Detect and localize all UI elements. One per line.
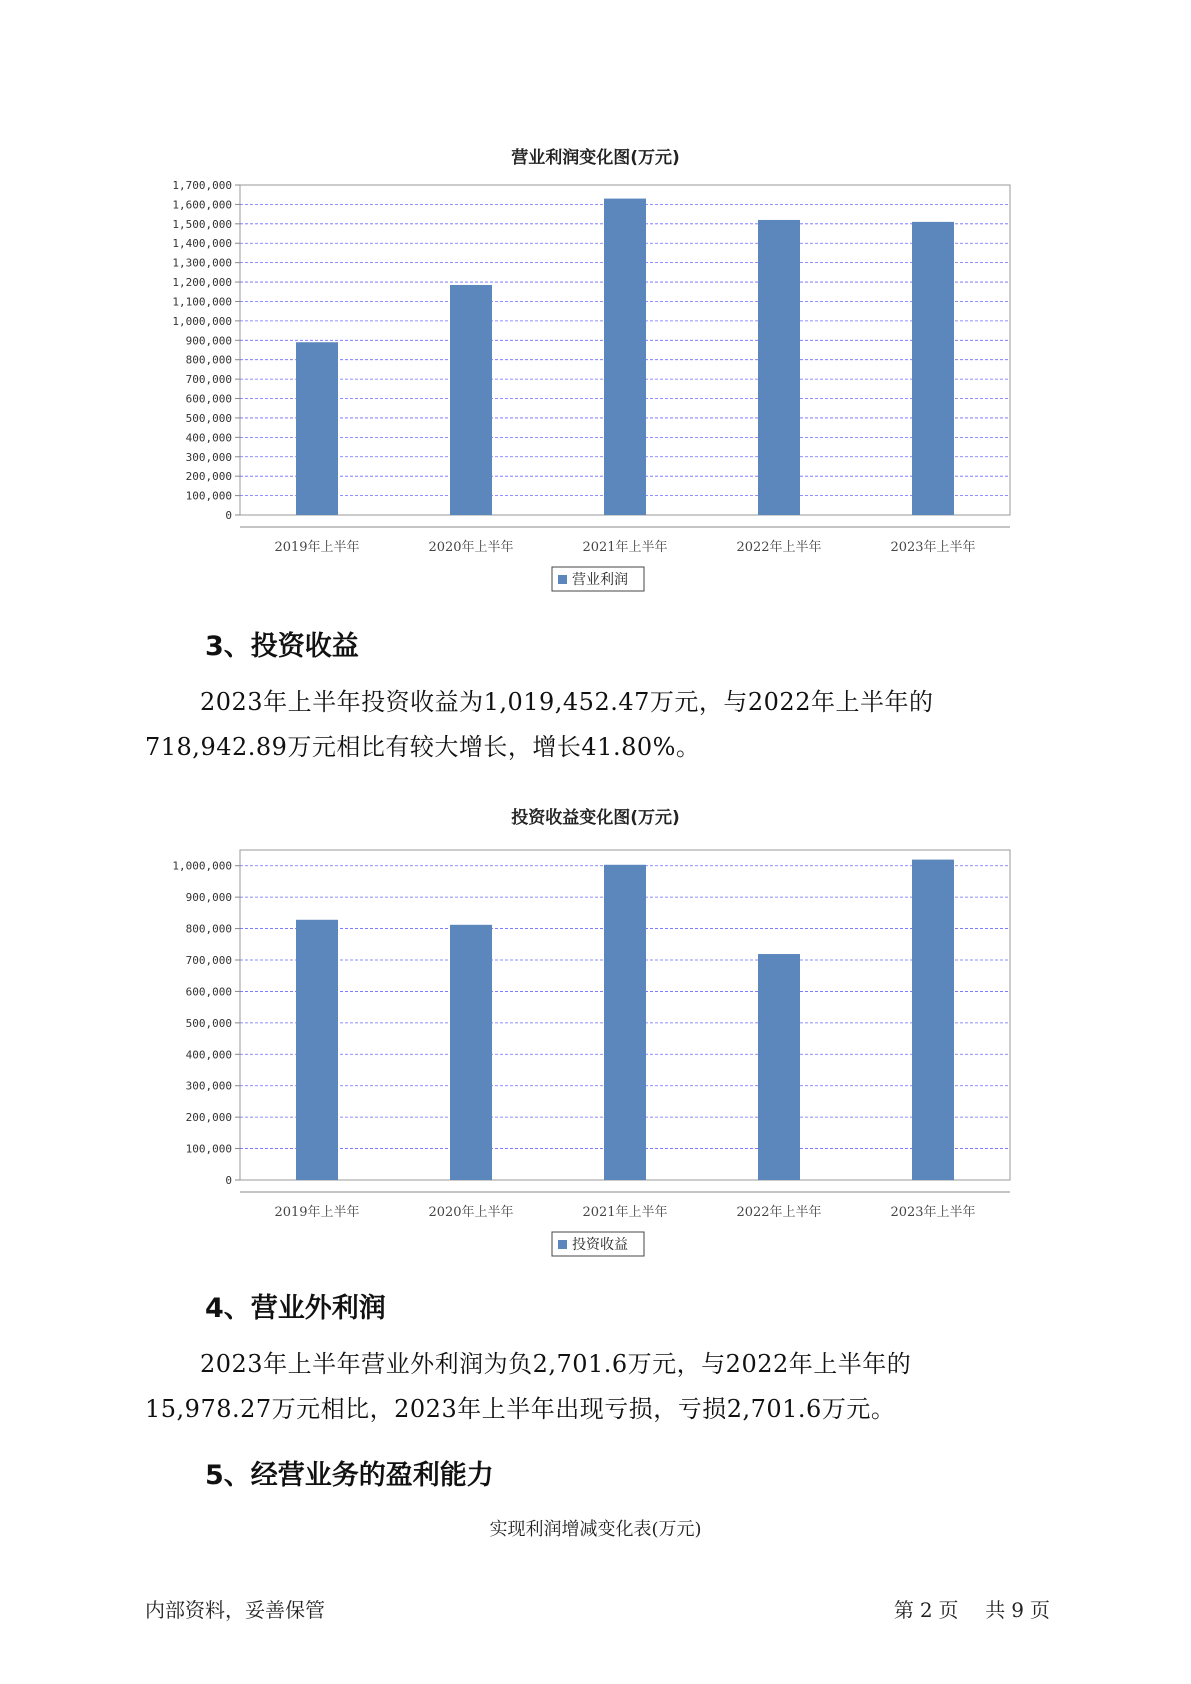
page-unit: 页 — [938, 1598, 959, 1622]
footer-page-number — [891, 1594, 1053, 1623]
bar-2019年上半年 — [296, 342, 338, 515]
y-tick-label: 300,000 — [185, 450, 232, 464]
total-num: 9 — [1011, 1598, 1024, 1622]
y-tick-label: 1,200,000 — [172, 276, 232, 290]
section-3-heading: 3、投资收益 — [205, 631, 359, 662]
x-tick-label: 2020年上半年 — [428, 540, 514, 555]
y-tick-label: 100,000 — [185, 489, 232, 503]
y-tick-label: 1,000,000 — [172, 859, 232, 873]
section-4-heading: 4、营业外利润 — [205, 1293, 386, 1324]
bar-2022年上半年 — [758, 954, 800, 1180]
page-num: 2 — [919, 1598, 933, 1622]
section-3-line-2: 718,942.89万元相比有较大增长，增长41.80%。 — [145, 733, 701, 761]
chart-title-operating-profit: 营业利润变化图(万元) — [511, 148, 680, 168]
bar-2023年上半年 — [912, 860, 954, 1180]
bar-2023年上半年 — [912, 222, 954, 515]
x-tick-label: 2019年上半年 — [274, 540, 360, 555]
x-tick-label: 2021年上半年 — [582, 1205, 668, 1220]
y-tick-label: 200,000 — [185, 1111, 232, 1125]
y-tick-label: 800,000 — [185, 922, 232, 936]
y-tick-label: 1,400,000 — [172, 237, 232, 251]
section-5-heading: 5、经营业务的盈利能力 — [205, 1460, 494, 1491]
x-tick-label: 2022年上半年 — [736, 1205, 822, 1220]
y-tick-label: 600,000 — [185, 392, 232, 406]
total-unit: 页 — [1030, 1598, 1050, 1622]
x-tick-label: 2019年上半年 — [274, 1205, 360, 1220]
y-tick-label: 1,100,000 — [172, 295, 232, 309]
footer-confidential-note: 内部资料，妥善保管 — [145, 1598, 325, 1622]
section-4-line-1: 2023年上半年营业外利润为负2,701.6万元，与2022年上半年的 — [200, 1350, 912, 1378]
y-tick-label: 700,000 — [185, 954, 232, 967]
x-tick-label: 2023年上半年 — [890, 1205, 976, 1220]
section-4-line-2: 15,978.27万元相比，2023年上半年出现亏损，亏损2,701.6万元。 — [145, 1395, 896, 1423]
bar-2019年上半年 — [296, 920, 338, 1180]
legend-label: 投资收益 — [572, 1237, 628, 1253]
bar-2020年上半年 — [450, 285, 492, 515]
y-tick-label: 500,000 — [185, 1016, 232, 1030]
bar-2022年上半年 — [758, 220, 800, 515]
y-tick-label: 400,000 — [185, 1048, 232, 1062]
y-tick-label: 1,500,000 — [172, 217, 232, 231]
y-tick-label: 1,700,000 — [172, 179, 232, 192]
y-tick-label: 800,000 — [185, 353, 232, 367]
legend-swatch — [558, 575, 567, 584]
total-prefix: 共 — [985, 1598, 1006, 1622]
y-tick-label: 300,000 — [185, 1079, 232, 1093]
y-tick-label: 0 — [225, 1174, 232, 1187]
y-tick-label: 0 — [225, 509, 232, 522]
chart-title-investment-income: 投资收益变化图(万元) — [511, 808, 680, 828]
y-tick-label: 1,300,000 — [172, 256, 232, 270]
section-3-paragraph — [145, 680, 1045, 770]
y-tick-label: 500,000 — [185, 411, 232, 425]
y-tick-label: 900,000 — [185, 334, 232, 348]
bar-2021年上半年 — [604, 199, 646, 515]
y-tick-label: 200,000 — [185, 470, 232, 484]
section-3-line-1: 2023年上半年投资收益为1,019,452.47万元，与2022年上半年的 — [200, 688, 934, 716]
y-tick-label: 900,000 — [185, 891, 232, 905]
x-tick-label: 2021年上半年 — [582, 540, 668, 555]
x-tick-label: 2022年上半年 — [736, 540, 822, 555]
bar-2020年上半年 — [450, 925, 492, 1180]
y-tick-label: 1,000,000 — [172, 314, 232, 328]
investment-income-chart — [0, 825, 1191, 1265]
y-tick-label: 600,000 — [185, 985, 232, 999]
x-tick-label: 2020年上半年 — [428, 1205, 514, 1220]
y-tick-label: 700,000 — [185, 373, 232, 387]
section-4-paragraph — [145, 1342, 1045, 1432]
y-tick-label: 100,000 — [185, 1142, 232, 1156]
legend-label: 营业利润 — [572, 572, 628, 588]
y-tick-label: 400,000 — [185, 431, 232, 445]
x-tick-label: 2023年上半年 — [890, 540, 976, 555]
legend-swatch — [558, 1240, 567, 1249]
bar-2021年上半年 — [604, 865, 646, 1180]
profit-change-table-caption: 实现利润增减变化表(万元) — [489, 1519, 702, 1540]
y-tick-label: 1,600,000 — [172, 198, 232, 212]
page-prefix: 第 — [893, 1598, 914, 1622]
operating-profit-chart — [0, 160, 1191, 600]
